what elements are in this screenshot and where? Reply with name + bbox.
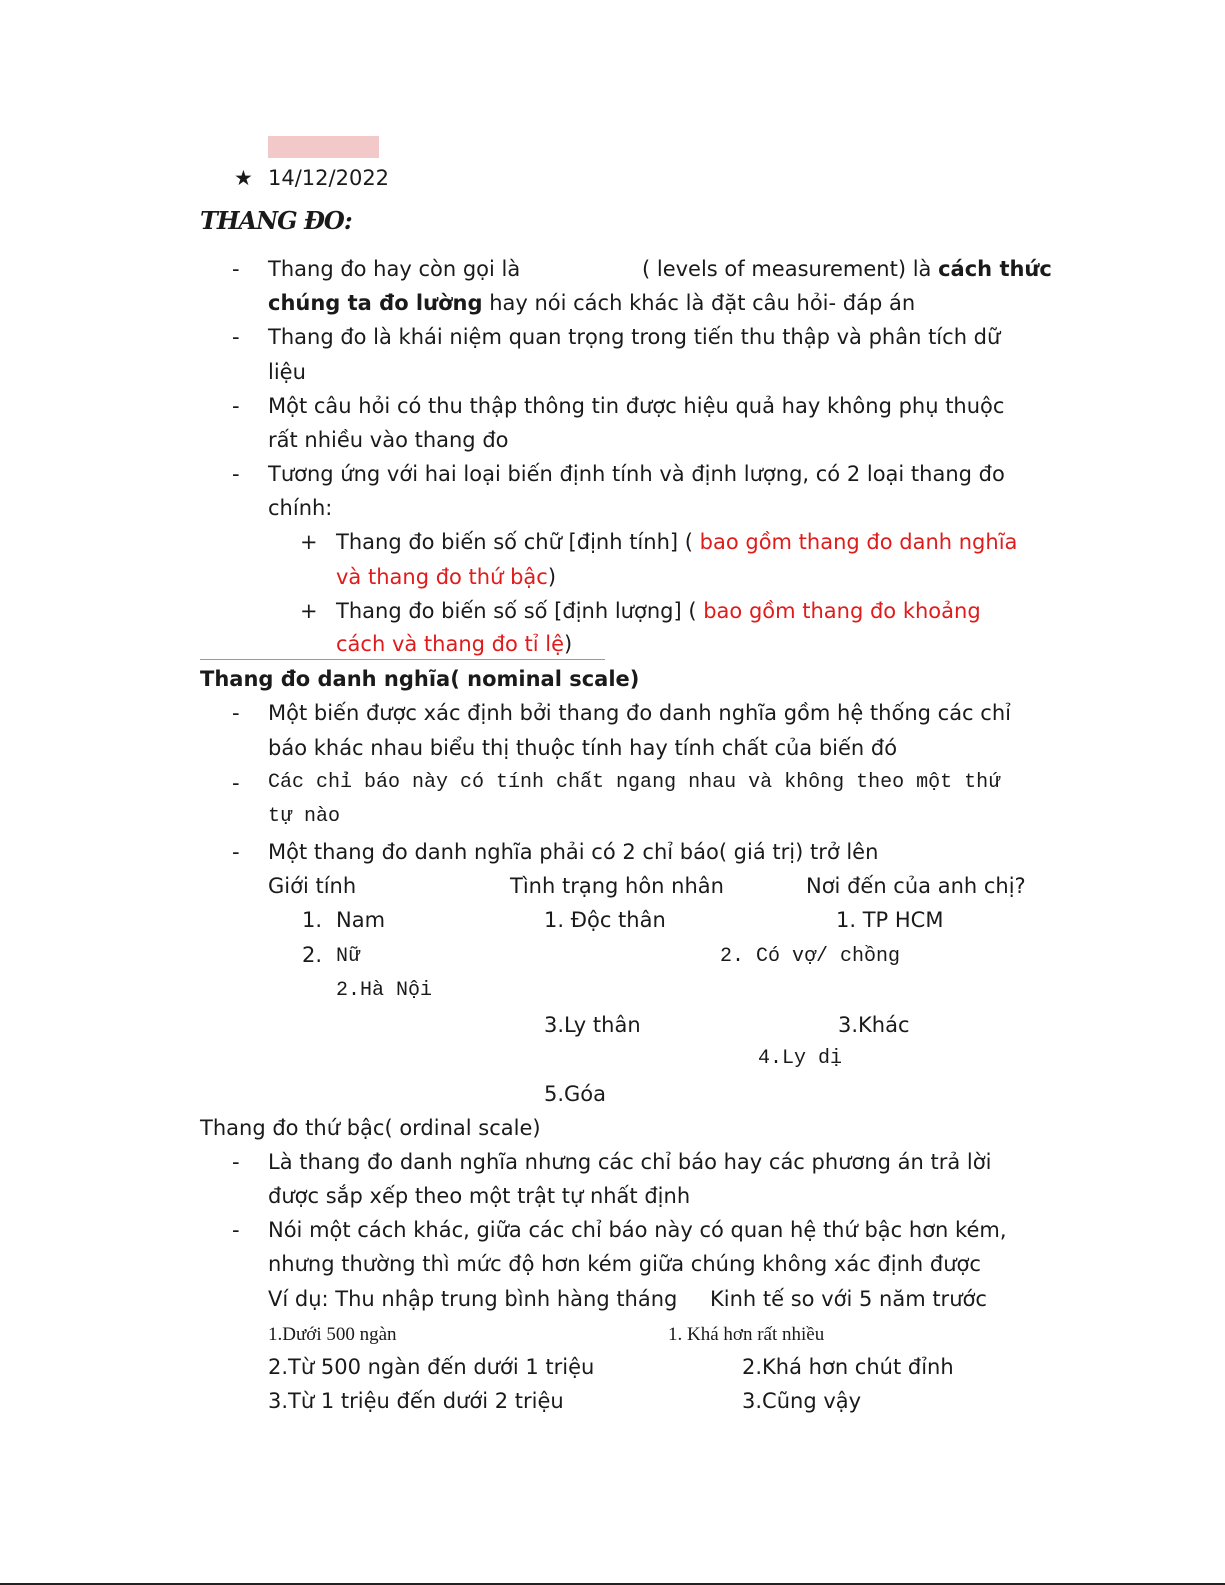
intro-p2a: Thang đo là khái niệm quan trọng trong tiến thu thập và phân tích dữ	[268, 325, 1001, 349]
income-3: 3.Từ 1 triệu đến dưới 2 triệu	[268, 1389, 564, 1413]
gender-1-num: 1.	[302, 908, 323, 932]
star-bullet-icon: ★	[234, 166, 253, 190]
example-label-2: Kinh tế so với 5 năm trước	[710, 1287, 987, 1311]
economy-2: 2.Khá hơn chút đỉnh	[742, 1355, 954, 1379]
nominal-b2b: tự nào	[268, 805, 341, 828]
marital-1: 1. Độc thân	[544, 908, 666, 932]
nominal-b1a: Một biến được xác định bởi thang đo danh nghĩa gồm hệ thống các chỉ	[268, 701, 1011, 725]
nominal-b2a: Các chỉ báo này có tính chất ngang nhau và không theo một thứ	[268, 771, 1001, 794]
intro-p3a: Một câu hỏi có thu thập thông tin được hiệu quả hay không phụ thuộc	[268, 394, 1005, 418]
example-label: Ví dụ: Thu nhập trung bình hàng tháng	[268, 1287, 678, 1311]
dash-bullet: -	[232, 325, 240, 349]
intro-p1a: Thang đo hay còn gọi là	[268, 257, 521, 281]
dest-3: 3.Khác	[838, 1013, 910, 1037]
ordinal-b1a: Là thang đo danh nghĩa nhưng các chỉ báo hay các phương án trả lời	[268, 1150, 992, 1174]
col-gioi-tinh: Giới tính	[268, 874, 357, 898]
intro-p4b: chính:	[268, 496, 333, 520]
sub-bullet-2-cont: cách và thang đo tỉ lệ)	[336, 632, 573, 656]
ordinal-b2a: Nói một cách khác, giữa các chỉ báo này có quan hệ thứ bậc hơn kém,	[268, 1218, 1007, 1242]
col-tinh-trang: Tình trạng hôn nhân	[510, 874, 724, 898]
ordinal-b1b: được sắp xếp theo một trật tự nhất định	[268, 1184, 691, 1208]
dest-1: 1. TP HCM	[836, 908, 944, 932]
dash-bullet: -	[232, 394, 240, 418]
marital-2: 2. Có vợ/ chồng	[720, 945, 901, 968]
highlight-mark	[268, 136, 379, 158]
dash-bullet: -	[232, 462, 240, 486]
gender-2: Nữ	[336, 945, 361, 968]
ordinal-b2b: nhưng thường thì mức độ hơn kém giữa chúng không xác định được	[268, 1252, 981, 1276]
sub-bullet-1: Thang đo biến số chữ [định tính] ( bao gồm thang đo danh nghĩa	[336, 530, 1018, 554]
sub-bullet-1-cont: và thang đo thứ bậc)	[336, 565, 557, 589]
page-title: THANG ĐO:	[200, 206, 352, 235]
plus-bullet: +	[300, 599, 318, 623]
ordinal-heading: Thang đo thứ bậc( ordinal scale)	[200, 1116, 541, 1140]
income-2: 2.Từ 500 ngàn đến dưới 1 triệu	[268, 1355, 595, 1379]
plus-bullet: +	[300, 530, 318, 554]
dest-2: 2.Hà Nội	[336, 979, 433, 1002]
income-1: 1.Dưới 500 ngàn	[268, 1324, 397, 1345]
nominal-b1b: báo khác nhau biểu thị thuộc tính hay tính chất của biến đó	[268, 736, 898, 760]
nominal-heading: Thang đo danh nghĩa( nominal scale)	[200, 667, 640, 691]
intro-p1b: ( levels of measurement) là cách thức	[642, 257, 1052, 281]
divider	[200, 659, 605, 660]
intro-p2b: liệu	[268, 360, 306, 384]
gender-1: Nam	[336, 908, 386, 932]
intro-p1c: chúng ta đo lường hay nói cách khác là đặt câu hỏi- đáp án	[268, 291, 916, 315]
date-text: 14/12/2022	[268, 166, 390, 190]
dash-bullet: -	[232, 771, 240, 795]
sub-bullet-2: Thang đo biến số số [định lượng] ( bao gồm thang đo khoảng	[336, 599, 981, 623]
gender-2-num: 2.	[302, 943, 323, 967]
economy-1: 1. Khá hơn rất nhiều	[668, 1324, 825, 1345]
col-noi-den: Nơi đến của anh chị?	[806, 874, 1026, 898]
intro-p3b: rất nhiều vào thang đo	[268, 428, 509, 452]
dash-bullet: -	[232, 1218, 240, 1242]
intro-p4a: Tương ứng với hai loại biến định tính và định lượng, có 2 loại thang đo	[268, 462, 1005, 486]
dash-bullet: -	[232, 840, 240, 864]
dash-bullet: -	[232, 257, 240, 281]
economy-3: 3.Cũng vậy	[742, 1389, 862, 1413]
marital-5: 5.Góa	[544, 1082, 607, 1106]
nominal-b3: Một thang đo danh nghĩa phải có 2 chỉ báo( giá trị) trở lên	[268, 840, 879, 864]
marital-4: 4.Ly dị	[758, 1047, 843, 1070]
marital-3: 3.Ly thân	[544, 1013, 641, 1037]
dash-bullet: -	[232, 701, 240, 725]
dash-bullet: -	[232, 1150, 240, 1174]
